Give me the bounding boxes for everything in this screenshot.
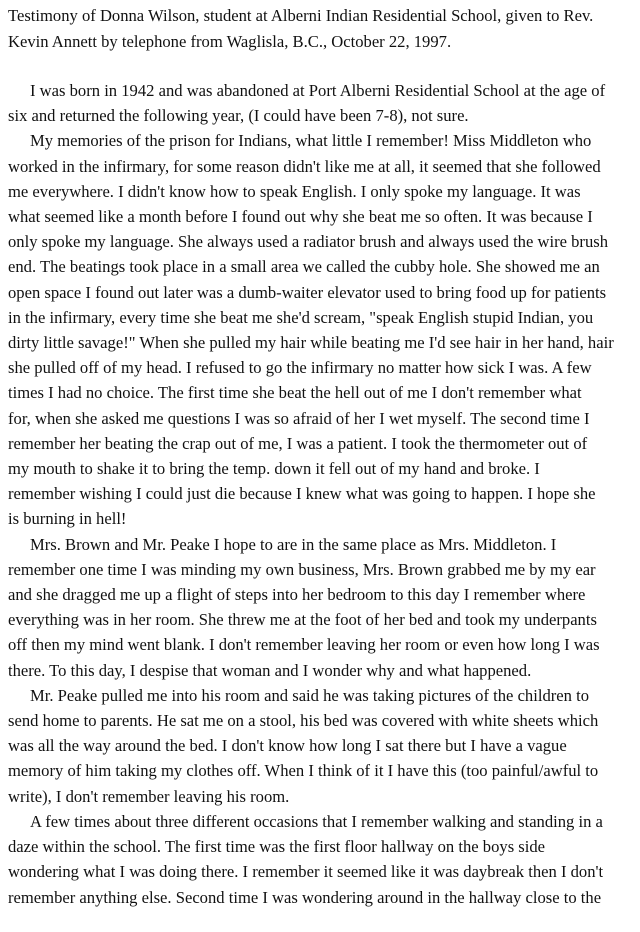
text-line: dirty little savage!" When she pulled my hair while beating me I'd see hair in her hand, hair bbox=[8, 333, 614, 353]
paragraph bbox=[8, 532, 640, 683]
text-line: everything was in her room. She threw me at the foot of her bed and took my underpants bbox=[8, 610, 597, 630]
text-line: Mrs. Brown and Mr. Peake I hope to are in the same place as Mrs. Middleton. I bbox=[30, 534, 557, 554]
text-line: for, when she asked me questions I was so afraid of her I wet myself. The second time I bbox=[8, 408, 590, 428]
text-line: off then my mind went blank. I don't remember leaving her room or even how long I was bbox=[8, 635, 600, 655]
text-line: six and returned the following year, (I could have been 7-8), not sure. bbox=[8, 106, 469, 126]
text-line: is burning in hell! bbox=[8, 509, 127, 529]
text-line: there. To this day, I despise that woman and I wonder why and what happened. bbox=[8, 660, 532, 680]
text-line: wondering what I was doing there. I remember it seemed like it was daybreak then I don't bbox=[8, 862, 604, 882]
text-line: me everywhere. I didn't know how to speak English. I only spoke my language. It was bbox=[8, 181, 581, 201]
text-line: write), I don't remember leaving his room. bbox=[8, 786, 290, 806]
text-line: daze within the school. The first time was the first floor hallway on the boys side bbox=[8, 837, 546, 857]
text-line: memory of him taking my clothes off. When I think of it I have this (too painful/awful to bbox=[8, 761, 599, 781]
paragraph bbox=[8, 683, 640, 809]
text-line: she pulled off of my head. I refused to go the infirmary no matter how sick I was. A few bbox=[8, 358, 592, 378]
document-body bbox=[8, 78, 640, 910]
document-header bbox=[8, 3, 636, 54]
text-line: in the infirmary, every time she beat me she'd scream, "speak English stupid Indian, you bbox=[8, 307, 594, 327]
text-line: only spoke my language. She always used a radiator brush and always used the wire brush bbox=[8, 232, 608, 252]
text-line: I was born in 1942 and was abandoned at Port Alberni Residential School at the age of bbox=[30, 81, 606, 100]
text-line: remember anything else. Second time I was wondering around in the hallway close to the bbox=[8, 887, 602, 907]
header-line: Testimony of Donna Wilson, student at Alberni Indian Residential School, given to Rev. bbox=[8, 6, 594, 25]
text-line: remember her beating the crap out of me, I was a patient. I took the thermometer out of bbox=[8, 433, 588, 453]
text-line: My memories of the prison for Indians, what little I remember! Miss Middleton who bbox=[30, 131, 592, 151]
header-line: Kevin Annett by telephone from Waglisla, B.C., October 22, 1997. bbox=[8, 31, 452, 51]
paragraph bbox=[8, 809, 640, 910]
text-line: remember one time I was minding my own business, Mrs. Brown grabbed me by my ear bbox=[8, 559, 596, 579]
text-line: end. The beatings took place in a small area we called the cubby hole. She showed me an bbox=[8, 257, 600, 277]
text-line: send home to parents. He sat me on a stool, his bed was covered with white sheets which bbox=[8, 711, 599, 731]
text-line: remember wishing I could just die because I knew what was going to happen. I hope she bbox=[8, 484, 596, 504]
text-line: A few times about three different occasions that I remember walking and standing in a bbox=[30, 811, 603, 831]
text-line: and she dragged me up a flight of steps into her bedroom to this day I remember where bbox=[8, 585, 586, 605]
text-line: my mouth to shake it to bring the temp. down it fell out of my hand and broke. I bbox=[8, 459, 540, 479]
text-line: worked in the infirmary, for some reason didn't like me at all, it seemed that she followed bbox=[8, 156, 601, 176]
paragraph bbox=[8, 78, 640, 128]
text-line: what seemed like a month before I found out why she beat me so often. It was because I bbox=[8, 207, 593, 227]
paragraph bbox=[8, 128, 640, 531]
text-line: Mr. Peake pulled me into his room and said he was taking pictures of the children to bbox=[30, 685, 589, 705]
text-line: was all the way around the bed. I don't know how long I sat there but I have a vague bbox=[8, 736, 567, 756]
text-line: times I had no choice. The first time she beat the hell out of me I don't remember what bbox=[8, 383, 582, 403]
text-line: open space I found out later was a dumb-waiter elevator used to bring food up for patients bbox=[8, 282, 607, 302]
